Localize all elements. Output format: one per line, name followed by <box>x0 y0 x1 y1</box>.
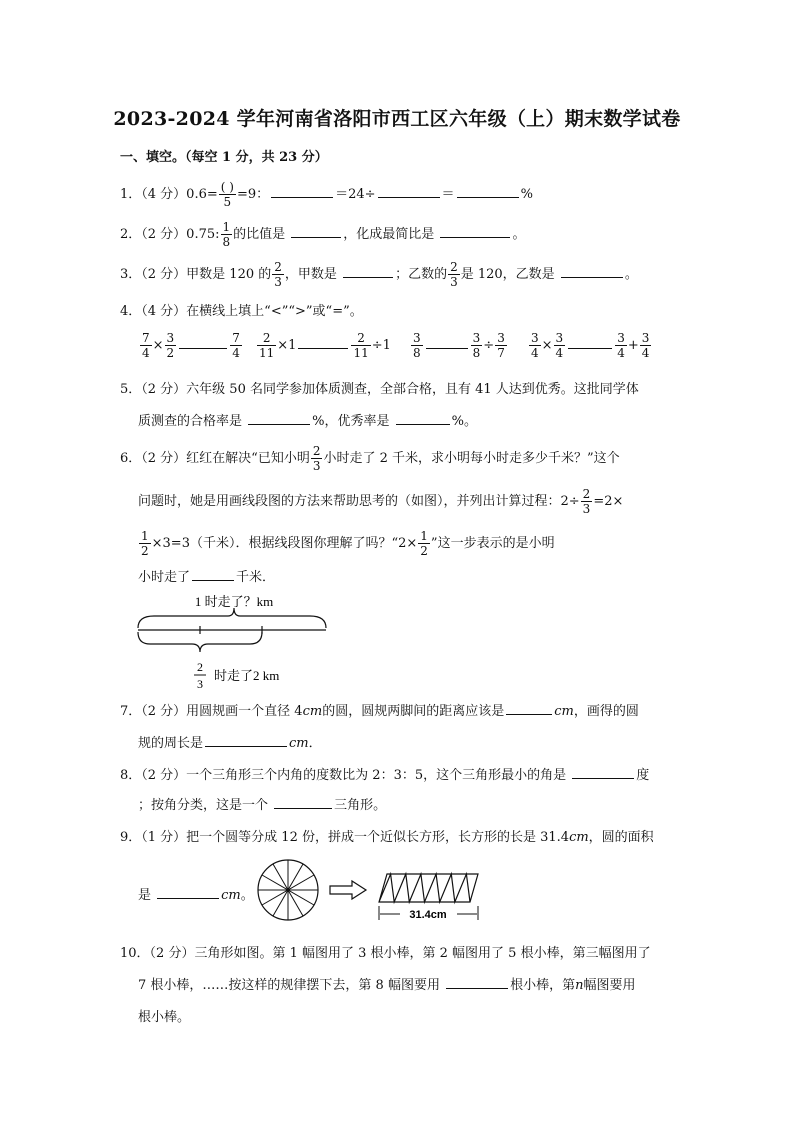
diagram-bottom-label: 时走了2 km <box>214 668 280 683</box>
line-segment-diagram <box>134 590 330 694</box>
compare-item-3: $\frac{3}{8}$ $\frac{3}{8}$ ÷ $\frac{3}{7}$ <box>413 331 505 360</box>
question-9: 9．（1 分）把一个圆等分成 12 份，拼成一个近似长方形，长方形的长是 31.4cm，圆的面积 <box>120 830 654 845</box>
arrow-icon <box>330 881 366 899</box>
diagram-top-label: 1 时走了？km <box>194 594 274 609</box>
compare-item-1: $\frac{7}{4}$ × $\frac{3}{2}$ $\frac{7}{4}$ <box>142 331 240 360</box>
svg-text:2: 2 <box>197 660 203 674</box>
question-7: 7．（2 分）用圆规画一个直径 4cm的圆，圆规两脚间的距离应该是 cm，画得的圆 <box>120 704 639 719</box>
rectangle-length-label: 31.4cm <box>409 909 447 921</box>
question-6: 6．（2 分）红红在解决“已知小明 $\frac{2}{3}$ 小时走了 2 千米，求小明每小时走多少千米？”这个 <box>120 444 620 473</box>
bottom-brace <box>138 632 262 652</box>
question-8: 8．（2 分）一个三角形三个内角的度数比为 2：3：5，这个三角形最小的角是 度 <box>120 768 650 783</box>
divided-circle <box>258 860 318 920</box>
circle-to-rectangle-diagram <box>256 856 490 928</box>
question-1: 1．（4 分）0.6= $\frac{( )}{5}$ =9： ＝24÷ ＝ % <box>120 180 533 209</box>
compare-item-2: $\frac{2}{11}$ ×1 $\frac{2}{11}$ ÷1 <box>259 331 391 360</box>
compare-item-4: $\frac{3}{4}$ × $\frac{3}{4}$ $\frac{3}{4}$ + $\frac{3}{4}$ <box>531 331 650 360</box>
svg-text:3: 3 <box>197 677 203 691</box>
section-heading: 一、填空。（每空 1 分，共 23 分） <box>120 150 328 165</box>
question-2: 2．（2 分）0.75: $\frac{1}{8}$ 的比值是 ，化成最简比是 。 <box>120 220 526 249</box>
fraction: $\frac{( )}{5}$ <box>220 180 234 209</box>
page-title: 2023-2024 学年河南省洛阳市西工区六年级（上）期末数学试卷 <box>113 108 681 130</box>
question-4: 4．（4 分）在横线上填上“<”“>”或“=”。 <box>120 304 363 319</box>
approx-rectangle <box>379 874 478 921</box>
question-10: 10．（2 分）三角形如图。第 1 幅图用了 3 根小棒，第 2 幅图用了 5 根小棒，第三幅图用了 <box>120 946 651 961</box>
question-3: 3．（2 分）甲数是 120 的 $\frac{2}{3}$ ，甲数是 ；乙数的 $\frac{2}{3}$ 是 120，乙数是 。 <box>120 260 638 289</box>
top-brace <box>138 608 326 628</box>
question-5: 5．（2 分）六年级 50 名同学参加体质测查，全部合格，且有 41 人达到优秀。这批同学体 <box>120 382 639 397</box>
